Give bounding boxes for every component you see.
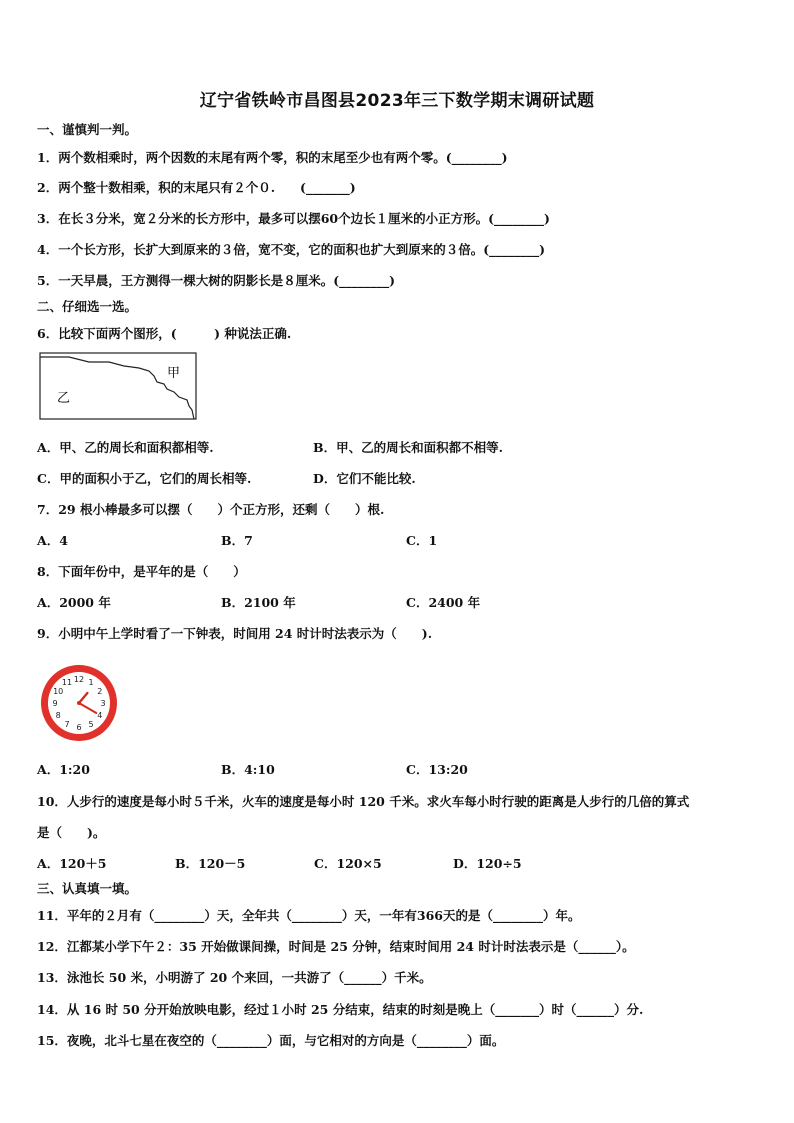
clock-number-3: 3 bbox=[100, 699, 106, 708]
q10-option-a[interactable]: A．120＋5 bbox=[37, 856, 107, 871]
q8-option-c[interactable]: C．2400 年 bbox=[406, 595, 481, 610]
question-3: 3．在长３分米，宽２分米的长方形中，最多可以摆60个边长１厘米的小正方形。(________) bbox=[37, 211, 550, 226]
clock-number-1: 1 bbox=[88, 678, 94, 688]
q8-option-a[interactable]: A．2000 年 bbox=[37, 595, 111, 610]
clock-number-2: 2 bbox=[97, 687, 103, 696]
section-2-heading: 二、仔细选一选。 bbox=[37, 299, 138, 314]
question-12: 12．江都某小学下午２：35 开始做课间操，时间是 25 分钟，结束时间用 24 时计时法表示是（______）。 bbox=[37, 939, 635, 954]
q10-option-d[interactable]: D．120÷5 bbox=[453, 856, 522, 871]
q6-option-b[interactable]: B．甲、乙的周长和面积都不相等. bbox=[313, 440, 503, 455]
q9-option-a[interactable]: A．1:20 bbox=[37, 762, 90, 777]
question-5: 5．一天早晨，王方测得一棵大树的阴影长是８厘米。(________) bbox=[37, 273, 396, 288]
q10-option-c[interactable]: C．120×5 bbox=[314, 856, 382, 871]
clock-number-7: 7 bbox=[64, 719, 70, 729]
question-14: 14．从 16 时 50 分开始放映电影，经过１小时 25 分结束，结束的时刻是晚上（_______）时（______）分. bbox=[37, 1002, 644, 1017]
question-15: 15．夜晚，北斗七星在夜空的（________）面，与它相对的方向是（________）面。 bbox=[37, 1033, 505, 1048]
figure-outline bbox=[40, 353, 196, 419]
q6-option-a[interactable]: A．甲、乙的周长和面积都相等. bbox=[37, 440, 214, 455]
q7-option-b[interactable]: B．7 bbox=[221, 533, 253, 548]
q7-option-a[interactable]: A．4 bbox=[37, 533, 68, 548]
clock-figure bbox=[38, 662, 120, 744]
question-2: 2．两个整十数相乘，积的末尾只有２个０. (_______) bbox=[37, 180, 356, 195]
question-11: 11．平年的２月有（________）天，全年共（________）天，一年有366天的是（________）年。 bbox=[37, 908, 581, 923]
q9-option-c[interactable]: C．13:20 bbox=[406, 762, 468, 777]
clock-number-5: 5 bbox=[88, 719, 94, 729]
clock-number-12: 12 bbox=[73, 675, 85, 684]
question-1: 1．两个数相乘时，两个因数的末尾有两个零，积的末尾至少也有两个零。(________) bbox=[37, 150, 508, 165]
question-6: 6．比较下面两个图形，( ) 种说法正确. bbox=[37, 326, 292, 341]
question-10-line-1: 10．人步行的速度是每小时５千米，火车的速度是每小时 120 千米。求火车每小时行驶的距离是人步行的几倍的算式 bbox=[37, 794, 690, 809]
clock-number-11: 11 bbox=[61, 678, 73, 688]
section-3-heading: 三、认真填一填。 bbox=[37, 881, 138, 896]
clock-number-6: 6 bbox=[76, 723, 82, 732]
question-9: 9．小明中午上学时看了一下钟表，时间用 24 时计时法表示为（ ). bbox=[37, 626, 433, 641]
label-jia: 甲 bbox=[167, 366, 181, 381]
question-7: 7．29 根小棒最多可以摆（ ）个正方形，还剩（ ）根. bbox=[37, 502, 385, 517]
question-4: 4．一个长方形，长扩大到原来的３倍，宽不变，它的面积也扩大到原来的３倍。(________) bbox=[37, 242, 546, 257]
q6-option-c[interactable]: C．甲的面积小于乙，它们的周长相等. bbox=[37, 471, 252, 486]
page-title: 辽宁省铁岭市昌图县2023年三下数学期末调研试题 bbox=[199, 91, 595, 111]
section-1-heading: 一、谨慎判一判。 bbox=[37, 122, 138, 137]
question-10-line-2: 是（ )。 bbox=[37, 825, 106, 840]
q7-option-c[interactable]: C．1 bbox=[406, 533, 438, 548]
q10-option-b[interactable]: B．120－5 bbox=[175, 856, 246, 871]
comparison-figure bbox=[39, 352, 199, 422]
clock-number-4: 4 bbox=[97, 711, 103, 720]
clock-number-10: 10 bbox=[53, 687, 64, 696]
label-yi: 乙 bbox=[57, 391, 71, 406]
q8-option-b[interactable]: B．2100 年 bbox=[221, 595, 296, 610]
question-8: 8．下面年份中，是平年的是（ ） bbox=[37, 564, 246, 579]
clock-number-9: 9 bbox=[52, 699, 58, 708]
clock-center bbox=[77, 701, 81, 705]
q9-option-b[interactable]: B．4:10 bbox=[221, 762, 275, 777]
question-13: 13．泳池长 50 米，小明游了 20 个来回，一共游了（______）千米。 bbox=[37, 970, 432, 985]
q6-option-d[interactable]: D．它们不能比较. bbox=[313, 471, 416, 486]
clock-number-8: 8 bbox=[55, 711, 61, 720]
